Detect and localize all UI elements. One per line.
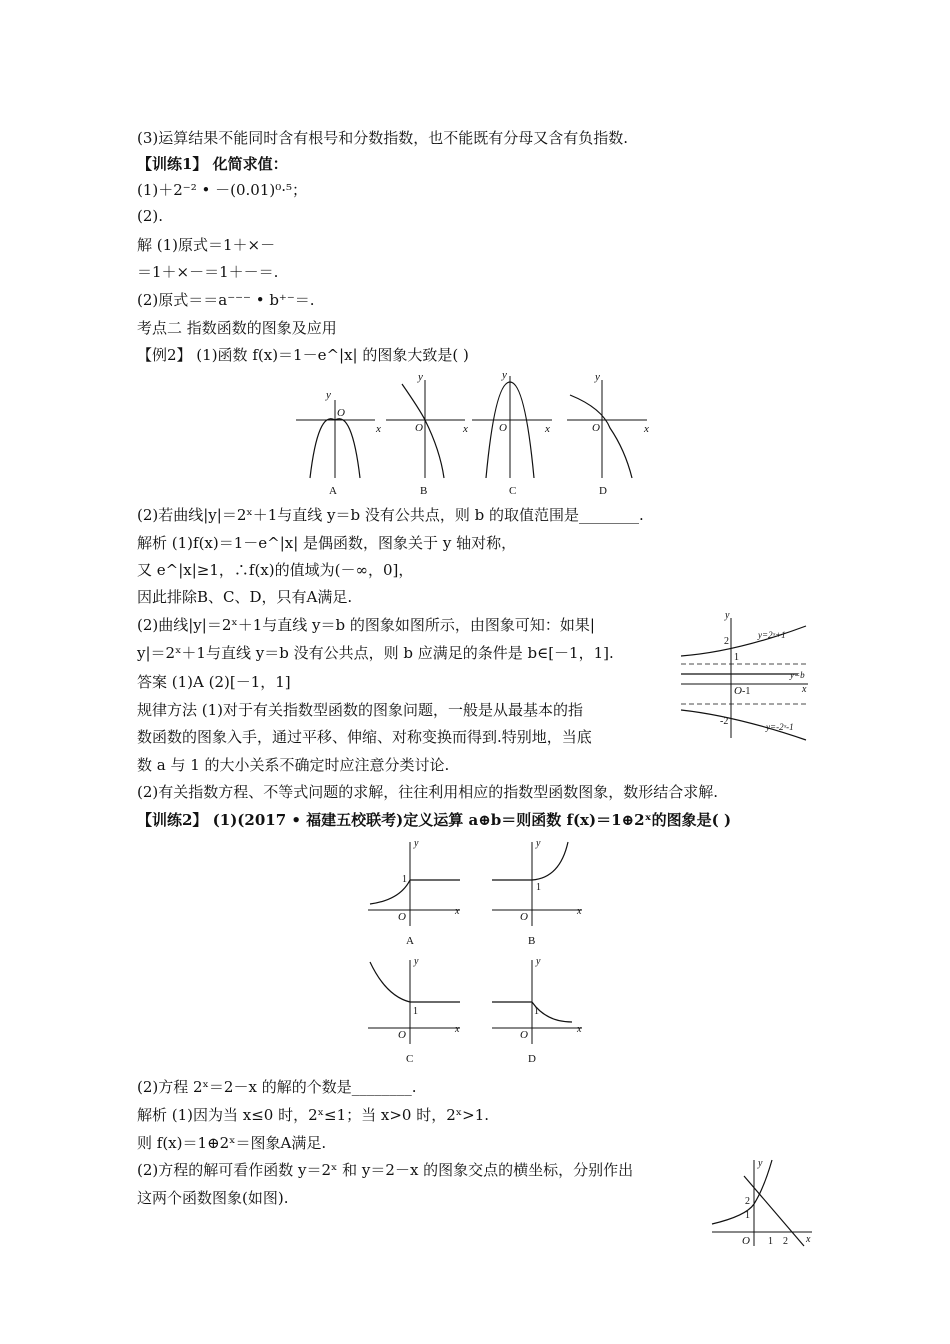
svg-text:1: 1 (768, 1236, 773, 1247)
svg-text:-1: -1 (742, 686, 751, 697)
svg-text:y: y (536, 838, 541, 849)
curve-line-figure (676, 612, 816, 742)
svg-text:1: 1 (745, 1210, 750, 1221)
svg-text:O: O (520, 1029, 528, 1041)
text-line: (2)原式＝＝a⁻⁻⁻ • b⁺⁻＝. (137, 291, 315, 309)
svg-text:y=2ˣ+1: y=2ˣ+1 (758, 630, 786, 640)
svg-text:O: O (398, 911, 406, 923)
svg-text:A: A (329, 485, 337, 497)
text-line: (2)方程的解可看作函数 y＝2ˣ 和 y＝2－x 的图象交点的横坐标，分别作出 (137, 1161, 634, 1179)
answer-line: 答案 (1)A (2)[－1，1] (137, 673, 291, 691)
svg-text:x: x (463, 423, 468, 435)
svg-text:y: y (536, 956, 541, 967)
text-line: 规律方法 (1)对于有关指数型函数的图象问题，一般是从最基本的指 (137, 701, 584, 719)
option-d-graph (567, 371, 649, 497)
text-line: ＝1＋×－＝1＋－＝. (137, 263, 279, 281)
text-line: 因此排除B、C、D，只有A满足. (137, 588, 353, 606)
svg-text:1: 1 (402, 874, 407, 885)
text-line: (2)若曲线|y|＝2ˣ＋1与直线 y＝b 没有公共点，则 b 的取值范围是________. (137, 506, 644, 524)
svg-text:y: y (418, 371, 423, 383)
option-d-graph (492, 956, 582, 1065)
svg-text:O: O (337, 407, 345, 419)
svg-text:O: O (499, 422, 507, 434)
svg-text:y=-2ˣ-1: y=-2ˣ-1 (766, 722, 794, 732)
svg-text:D: D (599, 485, 607, 497)
text-line: (3)运算结果不能同时含有根号和分数指数，也不能既有分母又含有负指数. (137, 129, 629, 147)
svg-text:1: 1 (534, 1006, 539, 1017)
svg-text:2: 2 (724, 636, 729, 647)
text-line: 解 (1)原式＝1＋×－ (137, 236, 276, 254)
svg-text:C: C (406, 1053, 414, 1065)
text-line: 数函数的图象入手，通过平移、伸缩、对称变换而得到.特别地，当底 (137, 728, 592, 746)
text-line: (1)＋2⁻² • －(0.01)⁰·⁵； (137, 181, 308, 199)
svg-text:1: 1 (536, 882, 541, 893)
option-c-graph (368, 956, 460, 1065)
option-c-graph (472, 369, 552, 497)
svg-text:x: x (455, 1024, 460, 1035)
svg-text:1: 1 (413, 1006, 418, 1017)
exercise-heading: 【训练2】 (1)(2017 • 福建五校联考)定义运算 a⊕b＝则函数 f(x)＝1⊕2ˣ的图象是( ) (137, 811, 732, 829)
svg-text:D: D (528, 1053, 536, 1065)
text-line: 又 e^|x|≥1，∴f(x)的值域为(－∞，0]， (137, 561, 414, 579)
text-line: 数 a 与 1 的大小关系不确定时应注意分类讨论. (137, 756, 450, 774)
text-line: 则 f(x)＝1⊕2ˣ＝图象A满足. (137, 1134, 327, 1152)
svg-text:x: x (545, 423, 550, 435)
svg-text:B: B (420, 485, 428, 497)
svg-text:2: 2 (745, 1196, 750, 1207)
svg-text:O: O (520, 911, 528, 923)
example2-options-figure (290, 370, 660, 500)
svg-text:x: x (376, 423, 381, 435)
exercise-heading: 【训练1】 化简求值： (137, 155, 288, 173)
text-line: 解析 (1)因为当 x≤0 时，2ˣ≤1；当 x>0 时，2ˣ>1. (137, 1106, 490, 1124)
text-line: (2)有关指数方程、不等式问题的求解，往往利用相应的指数型函数图象，数形结合求解. (137, 783, 719, 801)
svg-text:y: y (595, 371, 600, 383)
svg-text:-2: -2 (720, 716, 729, 727)
svg-text:x: x (577, 906, 582, 917)
svg-text:y: y (502, 369, 507, 381)
svg-text:2: 2 (783, 1236, 788, 1247)
svg-text:x: x (455, 906, 460, 917)
svg-text:y: y (758, 1158, 763, 1169)
svg-text:O: O (734, 685, 742, 697)
text-line: y|＝2ˣ＋1与直线 y＝b 没有公共点，则 b 应满足的条件是 b∈[－1，1]. (137, 644, 614, 662)
svg-text:x: x (806, 1234, 811, 1245)
text-line: 这两个函数图象(如图). (137, 1189, 289, 1207)
svg-text:O: O (415, 422, 423, 434)
svg-text:y: y (414, 838, 419, 849)
svg-text:O: O (742, 1235, 750, 1247)
option-b-graph (386, 371, 468, 497)
text-line: (2)方程 2ˣ＝2－x 的解的个数是________. (137, 1078, 417, 1096)
training2-options-figure (360, 838, 590, 1070)
intersection-figure (708, 1158, 818, 1248)
svg-text:x: x (802, 684, 807, 695)
svg-text:y: y (725, 610, 730, 621)
text-line: (2)曲线|y|＝2ˣ＋1与直线 y＝b 的图象如图所示，由图象可知：如果| (137, 616, 595, 634)
option-b-graph (492, 838, 582, 947)
example-heading: 【例2】 (1)函数 f(x)＝1－e^|x| 的图象大致是( ) (137, 346, 469, 364)
svg-text:x: x (577, 1024, 582, 1035)
section-heading: 考点二 指数函数的图象及应用 (137, 319, 337, 337)
svg-text:y: y (414, 956, 419, 967)
svg-text:O: O (398, 1029, 406, 1041)
text-line: (2). (137, 207, 164, 225)
option-a-graph (368, 838, 460, 947)
svg-text:x: x (644, 423, 649, 435)
svg-text:O: O (592, 422, 600, 434)
svg-text:y: y (326, 389, 331, 401)
svg-text:C: C (509, 485, 517, 497)
svg-text:A: A (406, 935, 414, 947)
svg-text:B: B (528, 935, 536, 947)
option-a-graph (296, 389, 381, 497)
text-line: 解析 (1)f(x)＝1－e^|x| 是偶函数，图象关于 y 轴对称， (137, 534, 517, 552)
svg-text:y=b: y=b (790, 670, 805, 680)
svg-text:1: 1 (734, 652, 739, 663)
